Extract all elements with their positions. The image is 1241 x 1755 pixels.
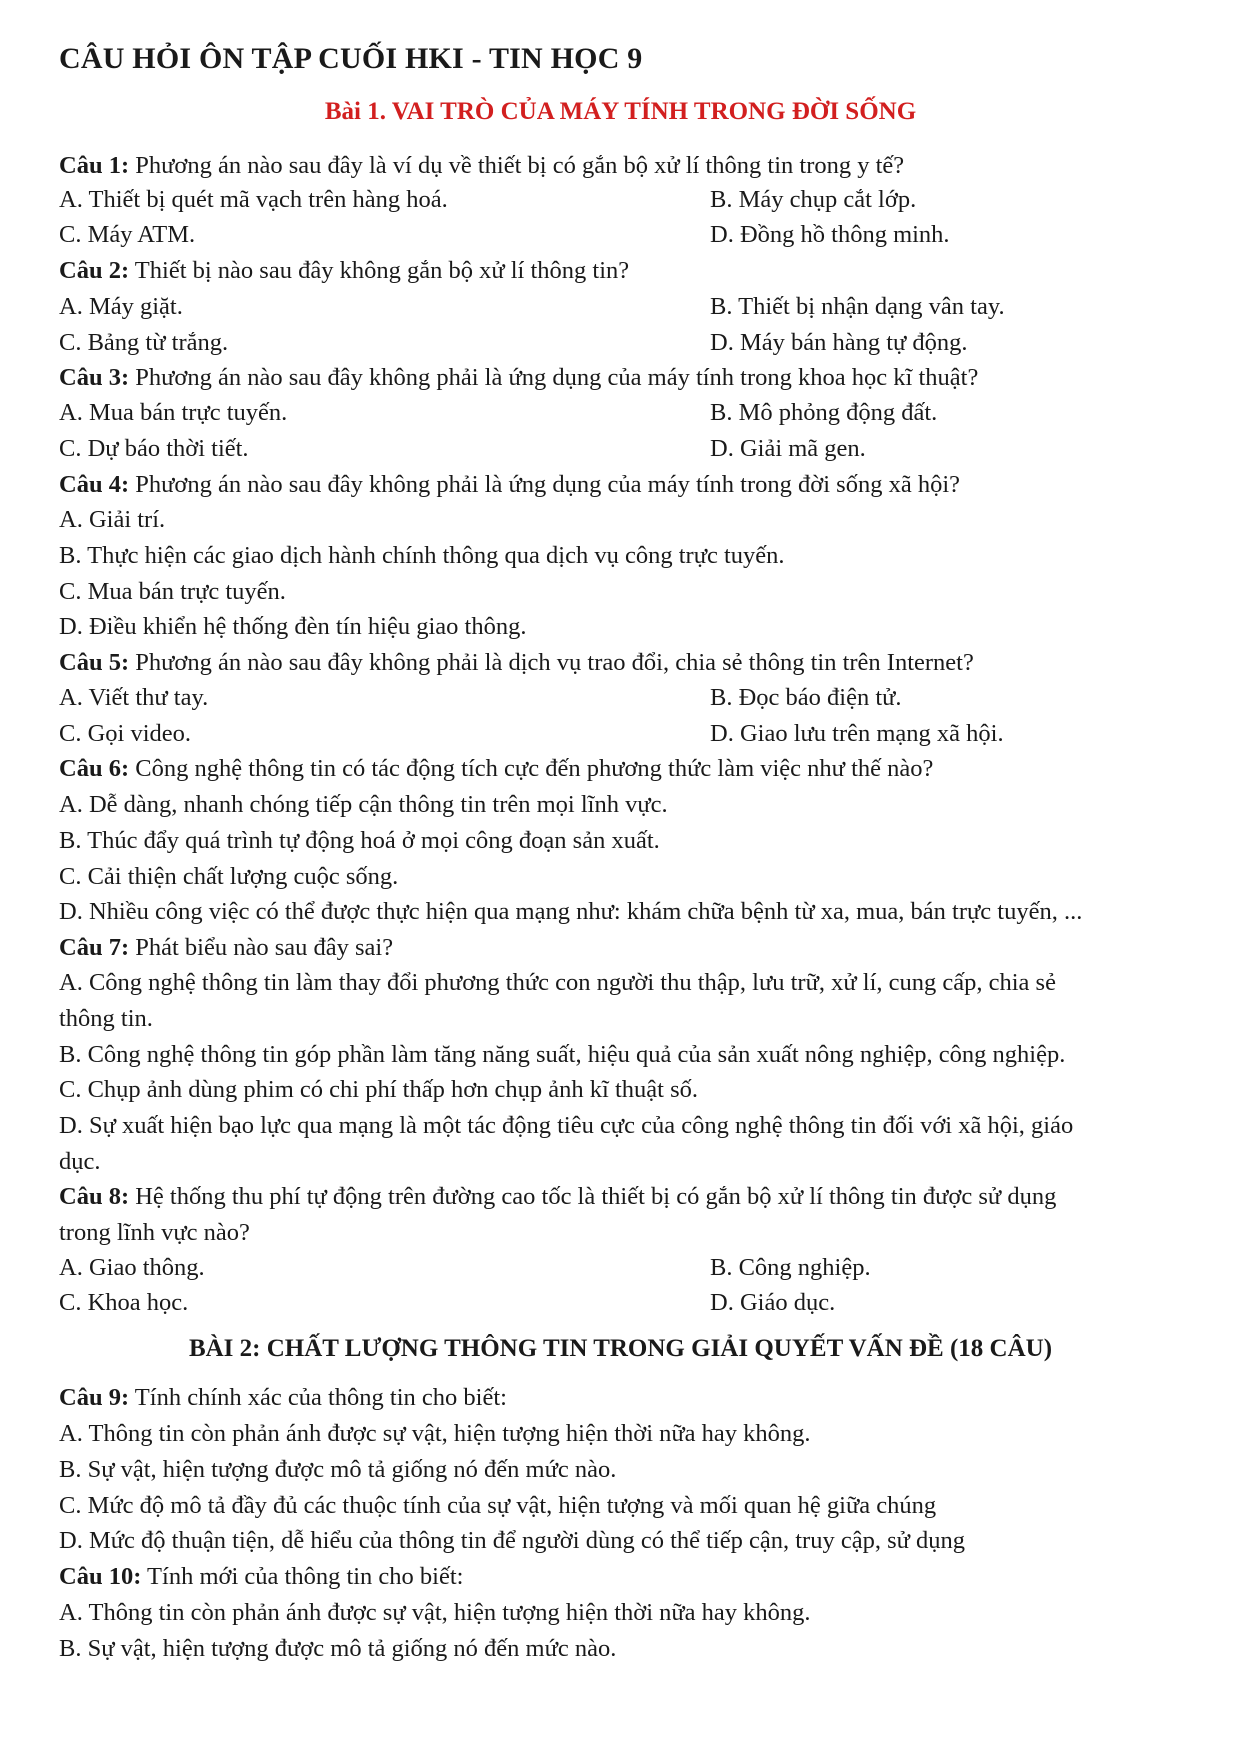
- question-8: [59, 1182, 1056, 1212]
- answer-5c: C. Gọi video.: [59, 720, 192, 747]
- question-7: [59, 933, 393, 963]
- answer-4a: A. Giải trí.: [59, 506, 166, 533]
- question-label: Câu 7:: [59, 934, 130, 961]
- answer-8d: D. Giáo dục.: [710, 1289, 836, 1316]
- answer-5b: B. Đọc báo điện tử.: [710, 684, 902, 711]
- question-6: [59, 754, 933, 784]
- answer-6a: A. Dễ dàng, nhanh chóng tiếp cận thông tin trên mọi lĩnh vực.: [59, 791, 668, 818]
- question-text: Phương án nào sau đây không phải là ứng dụng của máy tính trong đời sống xã hội?: [129, 471, 961, 498]
- question-2: [59, 256, 629, 286]
- answer-4d: D. Điều khiển hệ thống đèn tín hiệu giao thông.: [59, 613, 527, 640]
- answer-8c: C. Khoa học.: [59, 1289, 189, 1316]
- answer-9c: C. Mức độ mô tả đầy đủ các thuộc tính của sự vật, hiện tượng và mối quan hệ giữa chúng: [59, 1492, 937, 1519]
- question-text: Phương án nào sau đây là ví dụ về thiết bị có gắn bộ xử lí thông tin trong y tế?: [129, 152, 905, 179]
- answer-3d: D. Giải mã gen.: [710, 435, 866, 462]
- question-label: Câu 2:: [59, 257, 130, 284]
- answer-7a: A. Công nghệ thông tin làm thay đổi phương thức con người thu thập, lưu trữ, xử lí, cung cấp, chia sẻ: [59, 969, 1056, 996]
- answer-6c: C. Cải thiện chất lượng cuộc sống.: [59, 863, 399, 890]
- answer-2d: D. Máy bán hàng tự động.: [710, 329, 968, 356]
- answer-5d: D. Giao lưu trên mạng xã hội.: [710, 720, 1004, 747]
- answer-9b: B. Sự vật, hiện tượng được mô tả giống nó đến mức nào.: [59, 1456, 617, 1483]
- answer-1b: B. Máy chụp cắt lớp.: [710, 186, 917, 213]
- answer-7d: D. Sự xuất hiện bạo lực qua mạng là một tác động tiêu cực của công nghệ thông tin đối với xã hội, giáo: [59, 1112, 1074, 1139]
- question-label: Câu 3:: [59, 364, 130, 391]
- question-label: Câu 1:: [59, 152, 130, 179]
- question-label: Câu 8:: [59, 1183, 130, 1210]
- answer-5a: A. Viết thư tay.: [59, 684, 209, 711]
- question-label: Câu 9:: [59, 1384, 130, 1411]
- answer-3b: B. Mô phỏng động đất.: [710, 399, 938, 426]
- question-label: Câu 10:: [59, 1563, 142, 1590]
- answer-7c: C. Chụp ảnh dùng phim có chi phí thấp hơn chụp ảnh kĩ thuật số.: [59, 1076, 698, 1103]
- answer-3c: C. Dự báo thời tiết.: [59, 435, 249, 462]
- question-text: Công nghệ thông tin có tác động tích cực đến phương thức làm việc như thế nào?: [129, 755, 934, 782]
- answer-1d: D. Đồng hồ thông minh.: [710, 221, 950, 248]
- question-label: Câu 5:: [59, 649, 130, 676]
- answer-10b: B. Sự vật, hiện tượng được mô tả giống nó đến mức nào.: [59, 1635, 617, 1662]
- answer-6b: B. Thúc đẩy quá trình tự động hoá ở mọi công đoạn sản xuất.: [59, 827, 660, 854]
- answer-2c: C. Bảng từ trắng.: [59, 329, 229, 356]
- answer-7d-cont: dục.: [59, 1148, 101, 1175]
- document-title: CÂU HỎI ÔN TẬP CUỐI HKI - TIN HỌC 9: [59, 42, 643, 75]
- answer-4c: C. Mua bán trực tuyến.: [59, 578, 286, 605]
- answer-2b: B. Thiết bị nhận dạng vân tay.: [710, 293, 1005, 320]
- question-text: Thiết bị nào sau đây không gắn bộ xử lí thông tin?: [129, 257, 630, 284]
- question-label: Câu 6:: [59, 755, 130, 782]
- question-4: [59, 470, 960, 500]
- answer-9a: A. Thông tin còn phản ánh được sự vật, hiện tượng hiện thời nữa hay không.: [59, 1420, 811, 1447]
- question-9: [59, 1383, 507, 1413]
- question-text: Phương án nào sau đây không phải là dịch vụ trao đổi, chia sẻ thông tin trên Internet?: [129, 649, 974, 676]
- question-label: Câu 4:: [59, 471, 130, 498]
- question-text: Tính mới của thông tin cho biết:: [141, 1563, 464, 1590]
- question-text: Phát biểu nào sau đây sai?: [129, 934, 394, 961]
- question-1: [59, 151, 904, 181]
- answer-7a-cont: thông tin.: [59, 1005, 153, 1032]
- answer-3a: A. Mua bán trực tuyến.: [59, 399, 288, 426]
- answer-7b: B. Công nghệ thông tin góp phần làm tăng năng suất, hiệu quả của sản xuất nông nghiệp, công nghiệp.: [59, 1041, 1066, 1068]
- answer-4b: B. Thực hiện các giao dịch hành chính thông qua dịch vụ công trực tuyến.: [59, 542, 785, 569]
- lesson-2-heading: BÀI 2: CHẤT LƯỢNG THÔNG TIN TRONG GIẢI QUYẾT VẤN ĐỀ (18 CÂU): [188, 1335, 1053, 1362]
- answer-9d: D. Mức độ thuận tiện, dễ hiểu của thông tin để người dùng có thể tiếp cận, truy cập, sử dụng: [59, 1527, 966, 1554]
- answer-6d: D. Nhiều công việc có thể được thực hiện qua mạng như: khám chữa bệnh từ xa, mua, bán trực tuyến, ...: [59, 898, 1083, 925]
- answer-8b: B. Công nghiệp.: [710, 1254, 871, 1281]
- question-text: Tính chính xác của thông tin cho biết:: [129, 1384, 507, 1411]
- answer-1c: C. Máy ATM.: [59, 221, 196, 248]
- question-text: Phương án nào sau đây không phải là ứng dụng của máy tính trong khoa học kĩ thuật?: [129, 364, 979, 391]
- question-text: Hệ thống thu phí tự động trên đường cao tốc là thiết bị có gắn bộ xử lí thông tin được sử dụng: [129, 1183, 1057, 1210]
- answer-2a: A. Máy giặt.: [59, 293, 183, 320]
- lesson-1-heading: Bài 1. VAI TRÒ CỦA MÁY TÍNH TRONG ĐỜI SỐNG: [324, 98, 917, 125]
- question-3: [59, 363, 978, 393]
- question-8-cont: trong lĩnh vực nào?: [59, 1219, 250, 1246]
- answer-8a: A. Giao thông.: [59, 1254, 205, 1281]
- question-10: [59, 1562, 463, 1592]
- answer-1a: A. Thiết bị quét mã vạch trên hàng hoá.: [59, 186, 448, 213]
- answer-10a: A. Thông tin còn phản ánh được sự vật, hiện tượng hiện thời nữa hay không.: [59, 1599, 811, 1626]
- question-5: [59, 648, 974, 678]
